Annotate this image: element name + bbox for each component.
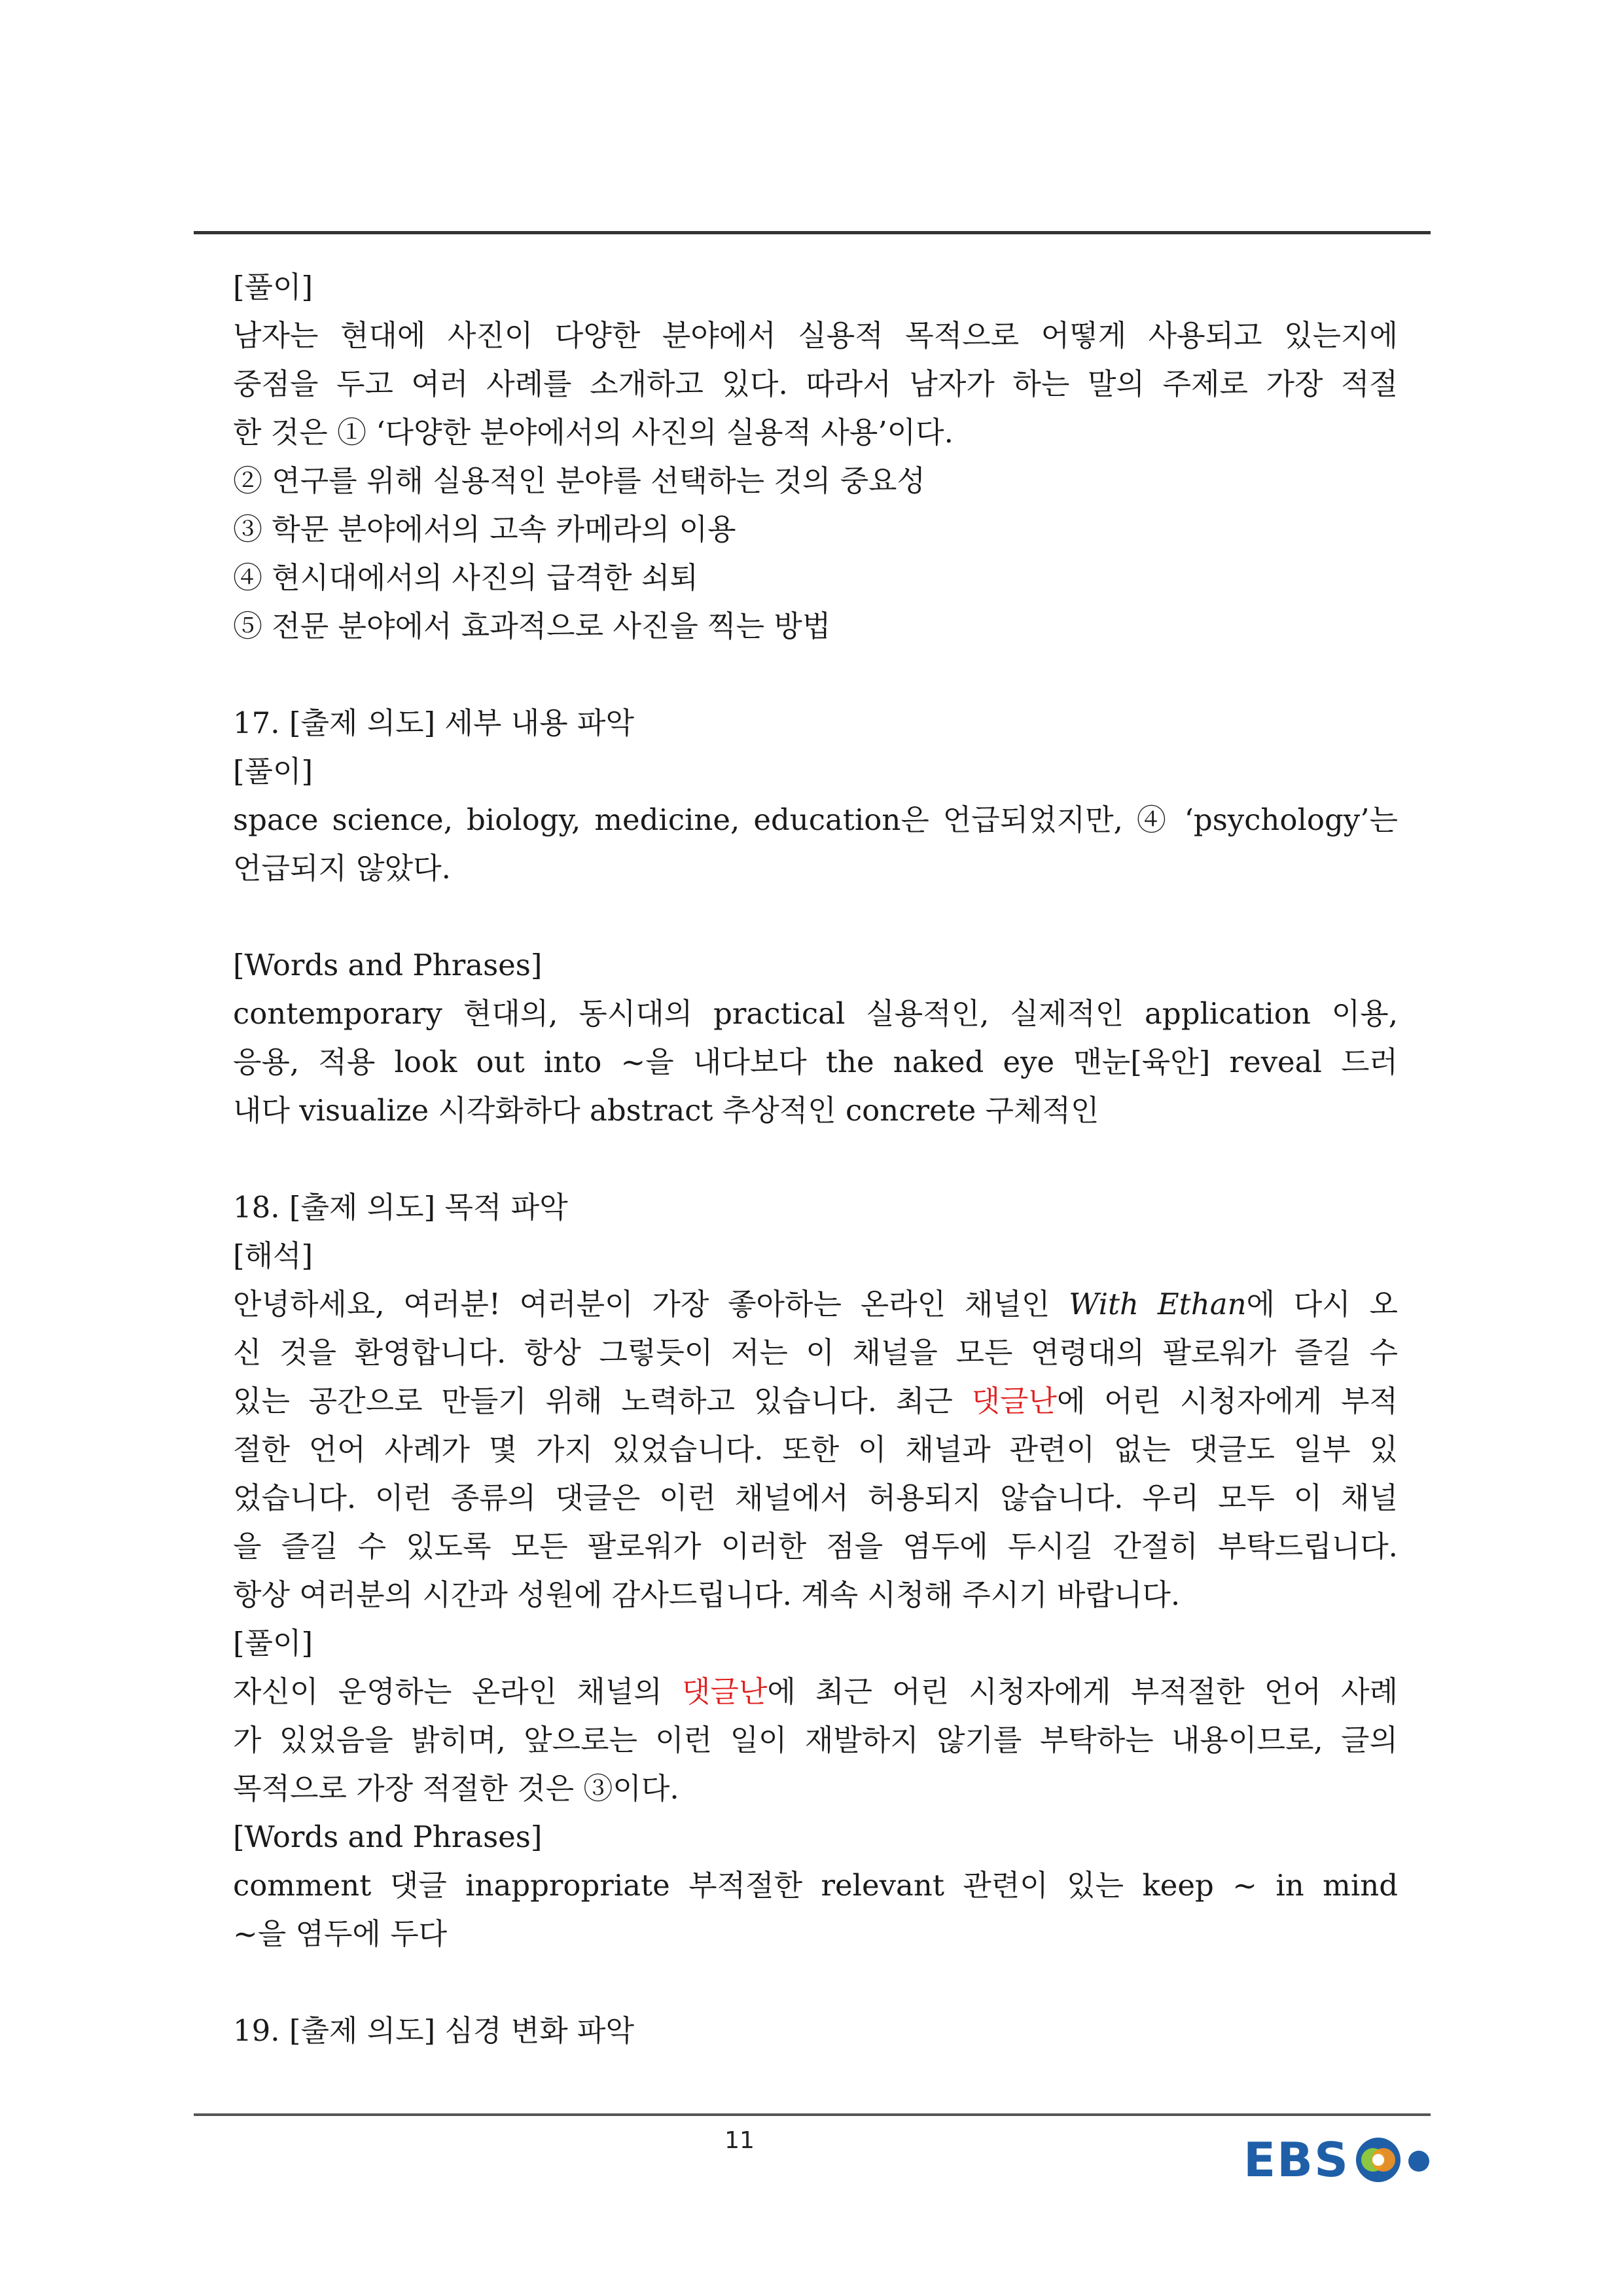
ebs-logo <box>1243 2127 1453 2193</box>
option-line: ③ 학문 분야에서의 고속 카메라의 이용 <box>233 512 736 547</box>
paragraph-line: space science, biology, medicine, education은 언급되었지만, ④ ‘psychology’는 <box>233 802 1398 837</box>
solution-label: [풀이] <box>233 754 313 789</box>
page-content <box>233 263 1398 2055</box>
question-title: [출제 의도] 목적 파악 <box>289 1190 568 1225</box>
question-heading <box>233 2007 1398 2055</box>
option-line: ④ 현시대에서의 사진의 급격한 쇠퇴 <box>233 560 698 595</box>
paragraph-line: 절한 언어 사례가 몇 가지 있었습니다. 또한 이 채널과 관련이 없는 댓글도 일부 있 <box>233 1432 1398 1467</box>
question-title: [출제 의도] 심경 변화 파악 <box>289 2013 634 2048</box>
footer-rule <box>194 2113 1431 2116</box>
page-number: 11 <box>724 2127 755 2154</box>
question-title: [출제 의도] 세부 내용 파악 <box>289 706 634 740</box>
words-phrases-label: [Words and Phrases] <box>233 948 543 982</box>
question-heading <box>233 1183 1398 1232</box>
ebs-logo-icon <box>1353 2134 1452 2186</box>
highlighted-term: 댓글난 <box>971 1384 1057 1418</box>
paragraph-line: 을 즐길 수 있도록 모든 팔로워가 이러한 점을 염두에 두시길 간절히 부탁드립니다. <box>233 1529 1398 1564</box>
paragraph-line: 가 있었음을 밝히며, 앞으로는 이런 일이 재발하지 않기를 부탁하는 내용이므로, 글의 <box>233 1723 1398 1757</box>
question-heading <box>233 699 1398 747</box>
paragraph-line: 남자는 현대에 사진이 다양한 분야에서 실용적 목적으로 어떻게 사용되고 있는지에 <box>233 318 1398 353</box>
paragraph-line: 항상 여러분의 시간과 성원에 감사드립니다. 계속 시청해 주시기 바랍니다. <box>233 1577 1181 1612</box>
vocab-line: contemporary 현대의, 동시대의 practical 실용적인, 실제적인 application 이용, <box>233 996 1398 1031</box>
header-rule <box>194 231 1431 234</box>
ebs-logo-text: EBS <box>1243 2132 1349 2187</box>
paragraph-line: 자신이 운영하는 온라인 채널의 댓글난에 최근 어린 시청자에게 부적절한 언어 사례 <box>233 1674 1399 1709</box>
vocab-line: 응용, 적용 look out into ~을 내다보다 the naked eye 맨눈[육안] reveal 드러 <box>233 1045 1398 1079</box>
words-phrases-label: [Words and Phrases] <box>233 1820 543 1854</box>
solution-label: [풀이] <box>233 1626 313 1660</box>
paragraph-line: 신 것을 환영합니다. 항상 그렇듯이 저는 이 채널을 모든 연령대의 팔로워가 즐길 수 <box>233 1335 1398 1370</box>
paragraph-line: 중점을 두고 여러 사례를 소개하고 있다. 따라서 남자가 하는 말의 주제로 가장 적절 <box>233 367 1398 401</box>
paragraph-line: 목적으로 가장 적절한 것은 ③이다. <box>233 1771 679 1806</box>
paragraph-line: 었습니다. 이런 종류의 댓글은 이런 채널에서 허용되지 않습니다. 우리 모두 이 채널 <box>233 1480 1398 1515</box>
vocab-line: ~을 염두에 두다 <box>233 1916 448 1951</box>
option-line: ② 연구를 위해 실용적인 분야를 선택하는 것의 중요성 <box>233 463 926 498</box>
paragraph-line: 언급되지 않았다. <box>233 851 451 886</box>
paragraph-line: 안녕하세요, 여러분! 여러분이 가장 좋아하는 온라인 채널인 With Ethan에 다시 오 <box>233 1287 1398 1321</box>
option-line: ⑤ 전문 분야에서 효과적으로 사진을 찍는 방법 <box>233 609 831 643</box>
channel-name: With Ethan <box>1069 1287 1247 1321</box>
vocab-line: comment 댓글 inappropriate 부적절한 relevant 관련이 있는 keep ~ in mind <box>233 1868 1398 1903</box>
paragraph-line: 한 것은 ① ‘다양한 분야에서의 사진의 실용적 사용’이다. <box>233 415 954 450</box>
paragraph-line: 있는 공간으로 만들기 위해 노력하고 있습니다. 최근 댓글난에 어린 시청자에게 부적 <box>233 1384 1398 1418</box>
translation-label: [해석] <box>233 1238 313 1273</box>
solution-label: [풀이] <box>233 270 313 304</box>
question-number: 19. <box>233 2013 280 2048</box>
question-number: 17. <box>233 706 280 740</box>
question-number: 18. <box>233 1190 280 1225</box>
vocab-line: 내다 visualize 시각화하다 abstract 추상적인 concrete 구체적인 <box>233 1093 1099 1128</box>
highlighted-term: 댓글난 <box>681 1674 768 1709</box>
